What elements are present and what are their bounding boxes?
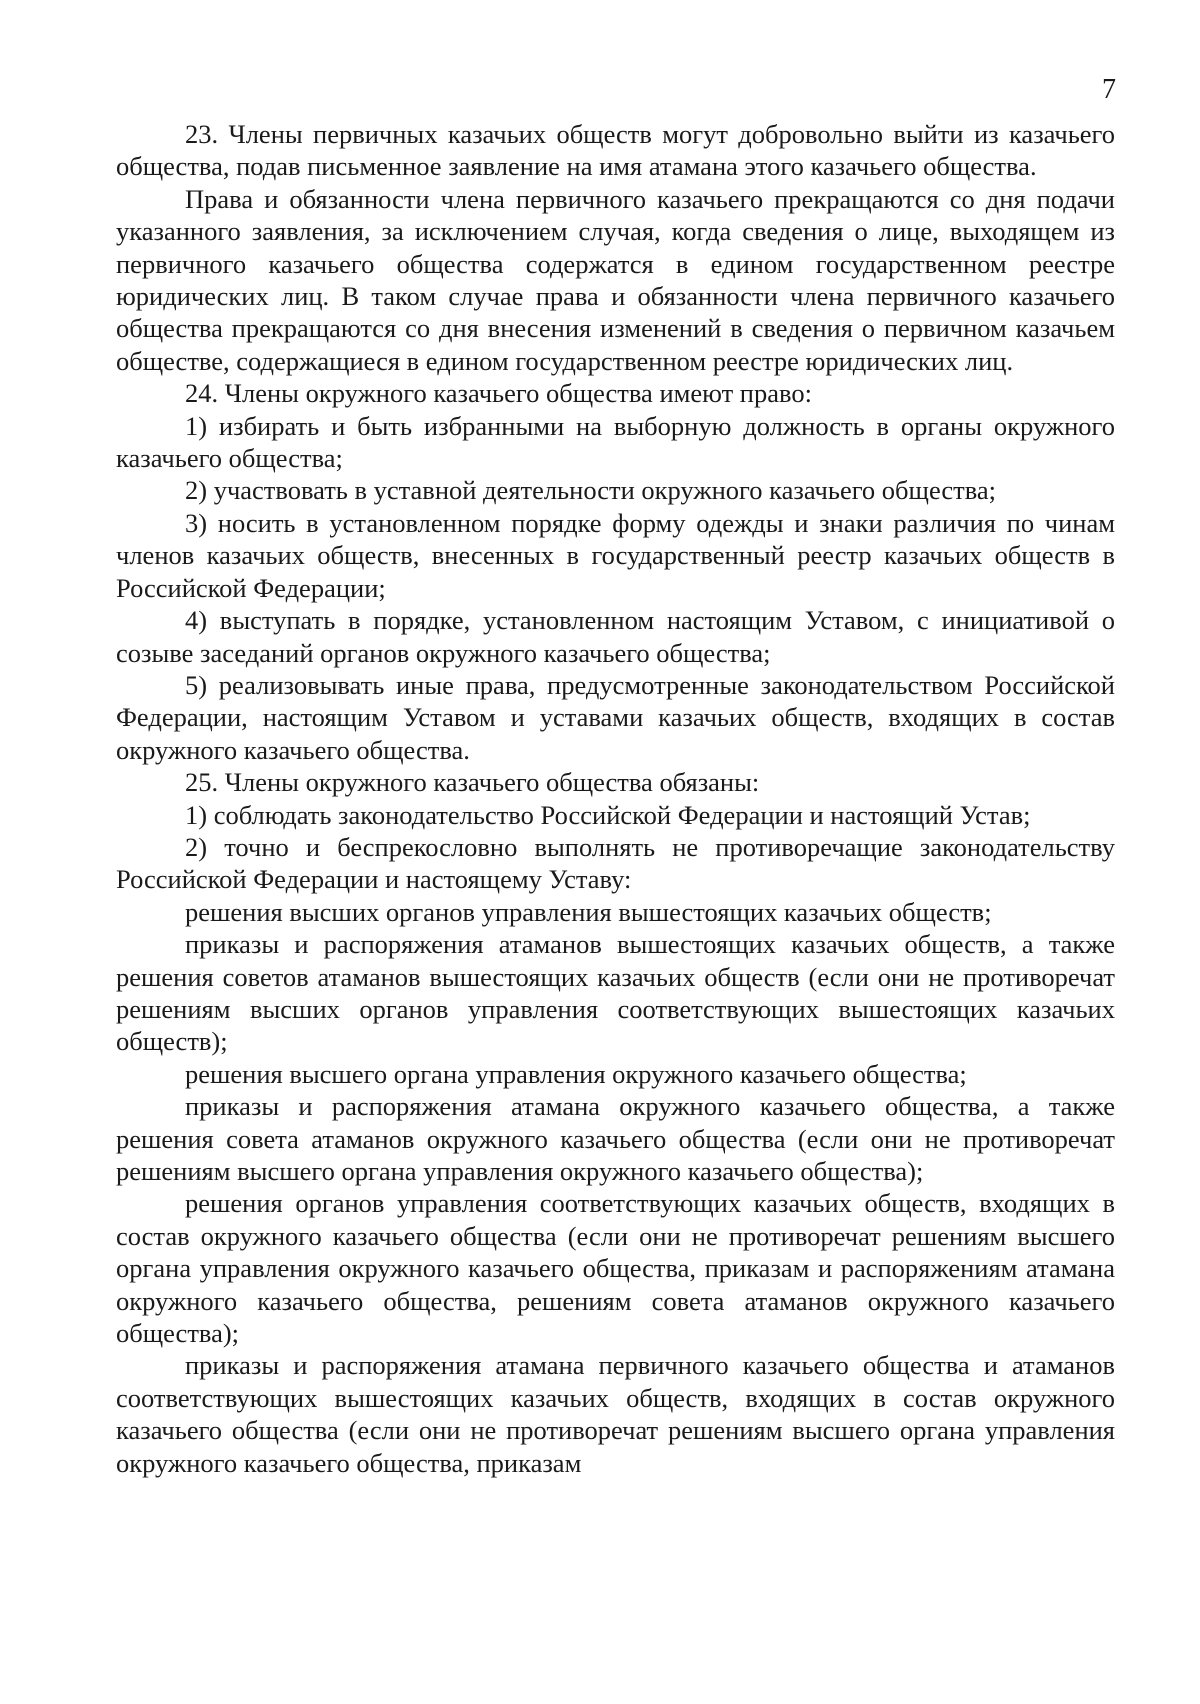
sub-item-higher-bodies-decisions: решения высших органов управления вышестоящих казачьих обществ; <box>185 896 992 927</box>
list-item-24-4: 4) выступать в порядке, установленном настоящим Уставом, с инициативой о созыве заседаний органов окружного казачьего общества; <box>116 605 1115 668</box>
document-body <box>116 118 1115 1479</box>
sub-item-member-societies-decisions: решения органов управления соответствующих казачьих обществ, входящих в состав окружного казачьего общества (если они не противоречат решениям высшего органа управления окружного казачьего общества, приказам и распоряжениям атамана окружного казачьего общества, решениям совета атаманов окружного казачьего общества); <box>116 1188 1115 1349</box>
sub-item-district-body-decisions: решения высшего органа управления окружного казачьего общества; <box>185 1058 967 1089</box>
list-item-24-1: 1) избирать и быть избранными на выборную должность в органы окружного казачьего общества; <box>116 410 1115 474</box>
list-item-24-5: 5) реализовывать иные права, предусмотренные законодательством Российской Федерации, настоящим Уставом и уставами казачьих обществ, входящих в состав окружного казачьего общества. <box>116 669 1115 765</box>
list-item-25-1: 1) соблюдать законодательство Российской Федерации и настоящий Устав; <box>185 799 1031 830</box>
sub-item-district-ataman-orders: приказы и распоряжения атамана окружного казачьего общества, а также решения совета атаманов окружного казачьего общества (если они не противоречат решениям высшего органа управления окружного казачьего общества); <box>116 1091 1115 1186</box>
list-item-25-2: 2) точно и беспрекословно выполнять не противоречащие законодательству Российской Федерации и настоящему Уставу: <box>116 831 1115 895</box>
paragraph-25: 25. Члены окружного казачьего общества обязаны: <box>185 767 760 798</box>
list-item-24-2: 2) участвовать в уставной деятельности окружного казачьего общества; <box>185 475 996 506</box>
paragraph-23-rights-termination: Права и обязанности члена первичного казачьего прекращаются со дня подачи указанного заявления, за исключением случая, когда сведения о лице, выходящем из первичного казачьего общества содержатся в едином государственном реестре юридических лиц. В таком случае права и обязанности члена первичного казачьего общества прекращаются со дня внесения изменений в сведения о первичном казачьем обществе, содержащиеся в едином государственном реестре юридических лиц. <box>116 183 1115 376</box>
paragraph-23: 23. Члены первичных казачьих обществ могут добровольно выйти из казачьего общества, подав письменное заявление на имя атамана этого казачьего общества. <box>116 119 1115 182</box>
sub-item-primary-ataman-orders: приказы и распоряжения атамана первичного казачьего общества и атаманов соответствующих вышестоящих казачьих обществ, входящих в состав окружного казачьего общества (если они не противоречат решениям высшего органа управления окружного казачьего общества, приказам <box>116 1350 1115 1478</box>
list-item-24-3: 3) носить в установленном порядке форму одежды и знаки различия по чинам членов казачьих обществ, внесенных в государственный реестр казачьих обществ в Российской Федерации; <box>116 507 1115 603</box>
page-number: 7 <box>1102 74 1116 105</box>
sub-item-higher-atamans-orders: приказы и распоряжения атаманов вышестоящих казачьих обществ, а также решения советов атаманов вышестоящих казачьих обществ (если они не противоречат решениям высших органов управления соответствующих вышестоящих казачьих обществ); <box>116 929 1115 1057</box>
paragraph-24: 24. Члены окружного казачьего общества имеют право: <box>185 378 812 409</box>
